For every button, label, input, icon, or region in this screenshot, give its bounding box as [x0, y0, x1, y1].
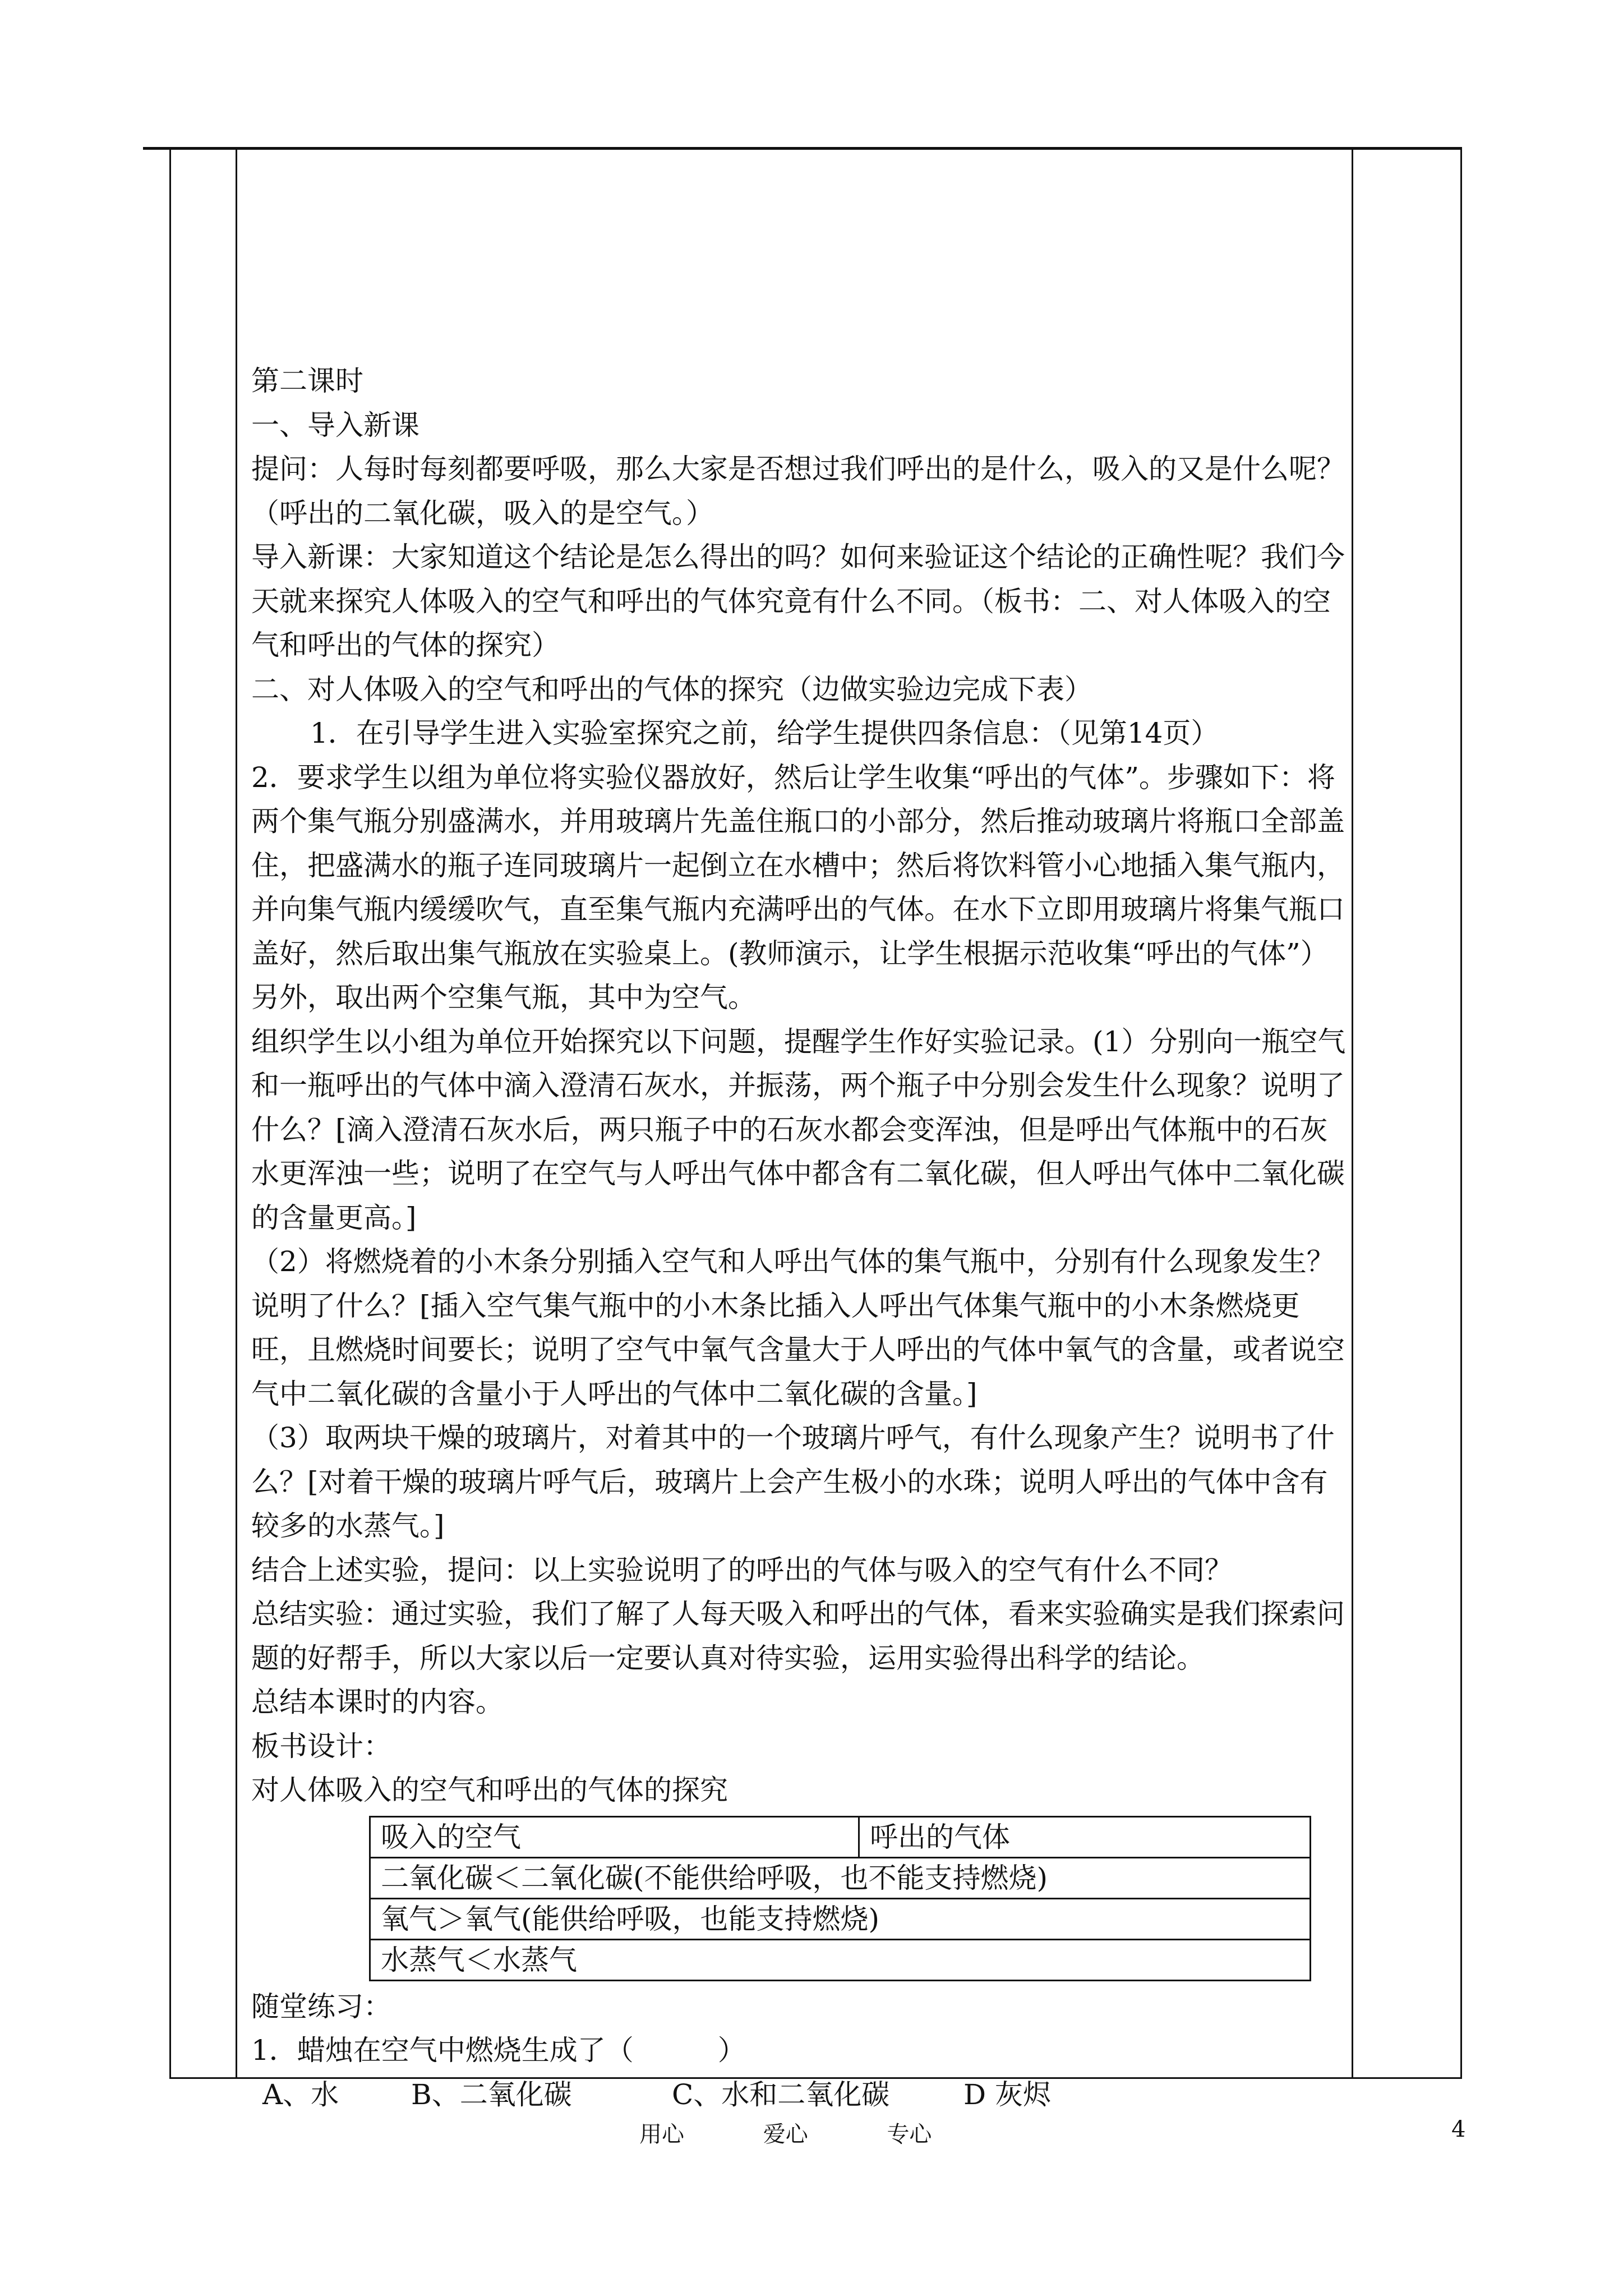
- step-2: 2．要求学生以组为单位将实验仪器放好，然后让学生收集“呼出的气体”。步骤如下：将两个集气瓶分别盛满水，并用玻璃片先盖住瓶口的小部分，然后推动玻璃片将瓶口全部盖住，把盛满水的瓶子连同玻璃片一起倒立在水槽中；然后将饮料管小心地插入集气瓶内，并向集气瓶内缓缓吹气，直至集气瓶内充满呼出的气体。在水下立即用玻璃片将集气瓶口盖好，然后取出集气瓶放在实验桌上。(教师演示，让学生根据示范收集“呼出的气体”）另外，取出两个空集气瓶，其中为空气。: [251, 761, 1345, 1014]
- page-number: 4: [1451, 2116, 1466, 2142]
- table-row: [370, 1898, 1311, 1939]
- option-b: B、二氧化碳: [411, 2078, 572, 2111]
- board-design-label: 板书设计：: [251, 1729, 391, 1763]
- period-title: 第二课时: [251, 365, 363, 397]
- table-header-exhaled: 呼出的气体: [859, 1816, 1311, 1857]
- right-column-divider: [1352, 148, 1353, 2079]
- board-design-title: 对人体吸入的空气和呼出的气体的探究: [251, 1774, 728, 1806]
- experiment-2: （2）将燃烧着的小木条分别插入空气和人呼出气体的集气瓶中，分别有什么现象发生？说明了什么？[插入空气集气瓶中的小木条比插入人呼出气体集气瓶中的小木条燃烧更旺，且燃烧时间要长；说明了空气中氧气含量大于人呼出的气体中氧气的含量，或者说空气中二氧化碳的含量小于人呼出的气体中二氧化碳的含量。]: [251, 1245, 1345, 1410]
- table-row-o2: 氧气＞氧气(能供给呼吸，也能支持燃烧): [370, 1898, 1311, 1939]
- left-column-divider: [236, 148, 237, 2079]
- table-row: [370, 1816, 1311, 1857]
- experiment-1: 组织学生以小组为单位开始探究以下问题，提醒学生作好实验记录。(1）分别向一瓶空气和一瓶呼出的气体中滴入澄清石灰水，并振荡，两个瓶子中分别会发生什么现象？说明了什么？[滴入澄清石灰水后，两只瓶子中的石灰水都会变浑浊，但是呼出气体瓶中的石灰水更浑浊一些；说明了在空气与人呼出气体中都含有二氧化碳，但人呼出气体中二氧化碳的含量更高。]: [251, 1025, 1346, 1234]
- experiment-summary: 总结实验：通过实验，我们了解了人每天吸入和呼出的气体，看来实验确实是我们探索问题的好帮手，所以大家以后一定要认真对待实验，运用实验得出科学的结论。: [251, 1598, 1345, 1674]
- motto-word: 专心: [887, 2122, 932, 2147]
- option-d: D 灰烬: [963, 2078, 1051, 2111]
- practice-question: 1．蜡烛在空气中燃烧生成了（ ）: [251, 2034, 746, 2067]
- question-paragraph: 提问：人每时每刻都要呼吸，那么大家是否想过我们呼出的是什么，吸入的又是什么呢？（呼出的二氧化碳，吸入的是空气。）: [251, 453, 1345, 530]
- motto-word: 用心: [639, 2122, 684, 2147]
- step-1: 1．在引导学生进入实验室探究之前，给学生提供四条信息：（见第14页）: [310, 717, 1219, 749]
- lesson-content: [251, 359, 1350, 2116]
- experiment-3: （3）取两块干燥的玻璃片，对着其中的一个玻璃片呼气，有什么现象产生？说明书了什么？[对着干燥的玻璃片呼气后，玻璃片上会产生极小的水珠；说明人呼出的气体中含有较多的水蒸气。]: [251, 1421, 1335, 1542]
- option-a: A、水: [262, 2078, 339, 2111]
- section-explore-heading: 二、对人体吸入的空气和呼出的气体的探究（边做实验边完成下表）: [251, 673, 1092, 706]
- practice-label: 随堂练习：: [251, 1990, 391, 2023]
- section-intro-heading: 一、导入新课: [251, 408, 419, 441]
- follow-up-question: 结合上述实验，提问：以上实验说明了的呼出的气体与吸入的空气有什么不同？: [251, 1553, 1233, 1586]
- board-design-table: [369, 1816, 1311, 1981]
- footer-motto: [639, 2116, 1003, 2148]
- motto-word: 爱心: [763, 2122, 808, 2147]
- table-row-co2: 二氧化碳＜二氧化碳(不能供给呼吸，也不能支持燃烧): [370, 1857, 1311, 1898]
- table-header-inhaled: 吸入的空气: [370, 1816, 859, 1857]
- answer-options: [251, 2073, 1350, 2117]
- intro-paragraph: 导入新课：大家知道这个结论是怎么得出的吗？如何来验证这个结论的正确性呢？我们今天就来探究人体吸入的空气和呼出的气体究竟有什么不同。（板书：二、对人体吸入的空气和呼出的气体的探究）: [251, 541, 1345, 661]
- option-c: C、水和二氧化碳: [672, 2078, 890, 2111]
- table-row: [370, 1939, 1311, 1980]
- table-row-water-vapor: 水蒸气＜水蒸气: [370, 1939, 1311, 1980]
- lesson-summary: 总结本课时的内容。: [251, 1686, 504, 1718]
- table-row: [370, 1857, 1311, 1898]
